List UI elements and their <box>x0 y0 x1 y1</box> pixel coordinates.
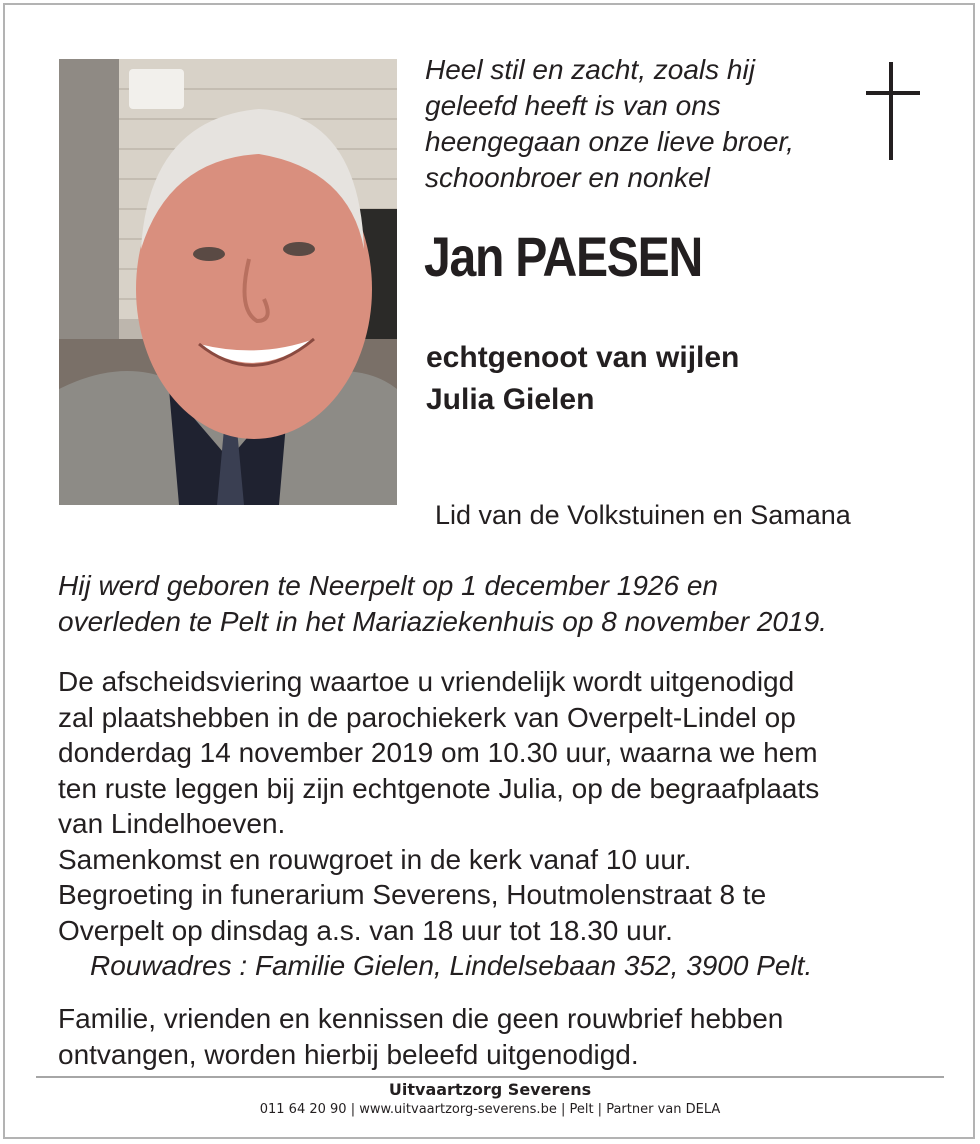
ceremony-line: ten ruste leggen bij zijn echtgenote Julia, op de begraafplaats <box>58 772 820 804</box>
invite-line: Familie, vrienden en kennissen die geen rouwbrief hebben <box>58 1003 784 1034</box>
birth-death-text <box>58 568 827 640</box>
funeral-home-info: 011 64 20 90 | www.uitvaartzorg-severens.be | Pelt | Partner van DELA <box>259 1102 721 1117</box>
spouse-line: echtgenoot van wijlen <box>426 341 740 374</box>
cross-icon <box>862 62 924 160</box>
footer-divider <box>36 1076 944 1078</box>
membership-text: Lid van de Volkstuinen en Samana <box>435 500 851 530</box>
ceremony-line: zal plaatshebben in de parochiekerk van Overpelt-Lindel op <box>58 701 796 733</box>
ceremony-line: De afscheidsviering waartoe u vriendelijk wordt uitgenodigd <box>58 666 795 697</box>
portrait-photo <box>59 59 397 505</box>
intro-line: schoonbroer en nonkel <box>425 162 710 193</box>
intro-verse <box>425 52 845 196</box>
spouse-text <box>426 337 739 421</box>
ceremony-line: donderdag 14 november 2019 om 10.30 uur, waarna we hem <box>58 737 818 768</box>
spouse-line: Julia Gielen <box>426 383 595 416</box>
ceremony-line: Samenkomst en rouwgroet in de kerk vanaf 10 uur. <box>58 843 692 875</box>
intro-line: heengegaan onze lieve broer, <box>425 126 794 157</box>
invitation-text <box>58 1001 783 1072</box>
birth-line: Hij werd geboren te Neerpelt op 1 december 1926 en <box>58 570 718 601</box>
ceremony-line: Begroeting in funerarium Severens, Houtmolenstraat 8 te <box>58 879 767 910</box>
intro-line: geleefd heeft is van ons <box>425 90 721 121</box>
deceased-name: Jan PAESEN <box>424 225 702 288</box>
mourning-address: Rouwadres : Familie Gielen, Lindelsebaan 352, 3900 Pelt. <box>90 950 813 981</box>
funeral-home-name: Uitvaartzorg Severens <box>388 1080 592 1099</box>
ceremony-text <box>58 664 819 984</box>
intro-line: Heel stil en zacht, zoals hij <box>425 54 755 85</box>
invite-line: ontvangen, worden hierbij beleefd uitgenodigd. <box>58 1038 639 1070</box>
birth-line: overleden te Pelt in het Mariaziekenhuis op 8 november 2019. <box>58 606 827 637</box>
ceremony-line: Overpelt op dinsdag a.s. van 18 uur tot 18.30 uur. <box>58 914 673 946</box>
ceremony-line: van Lindelhoeven. <box>58 808 286 839</box>
